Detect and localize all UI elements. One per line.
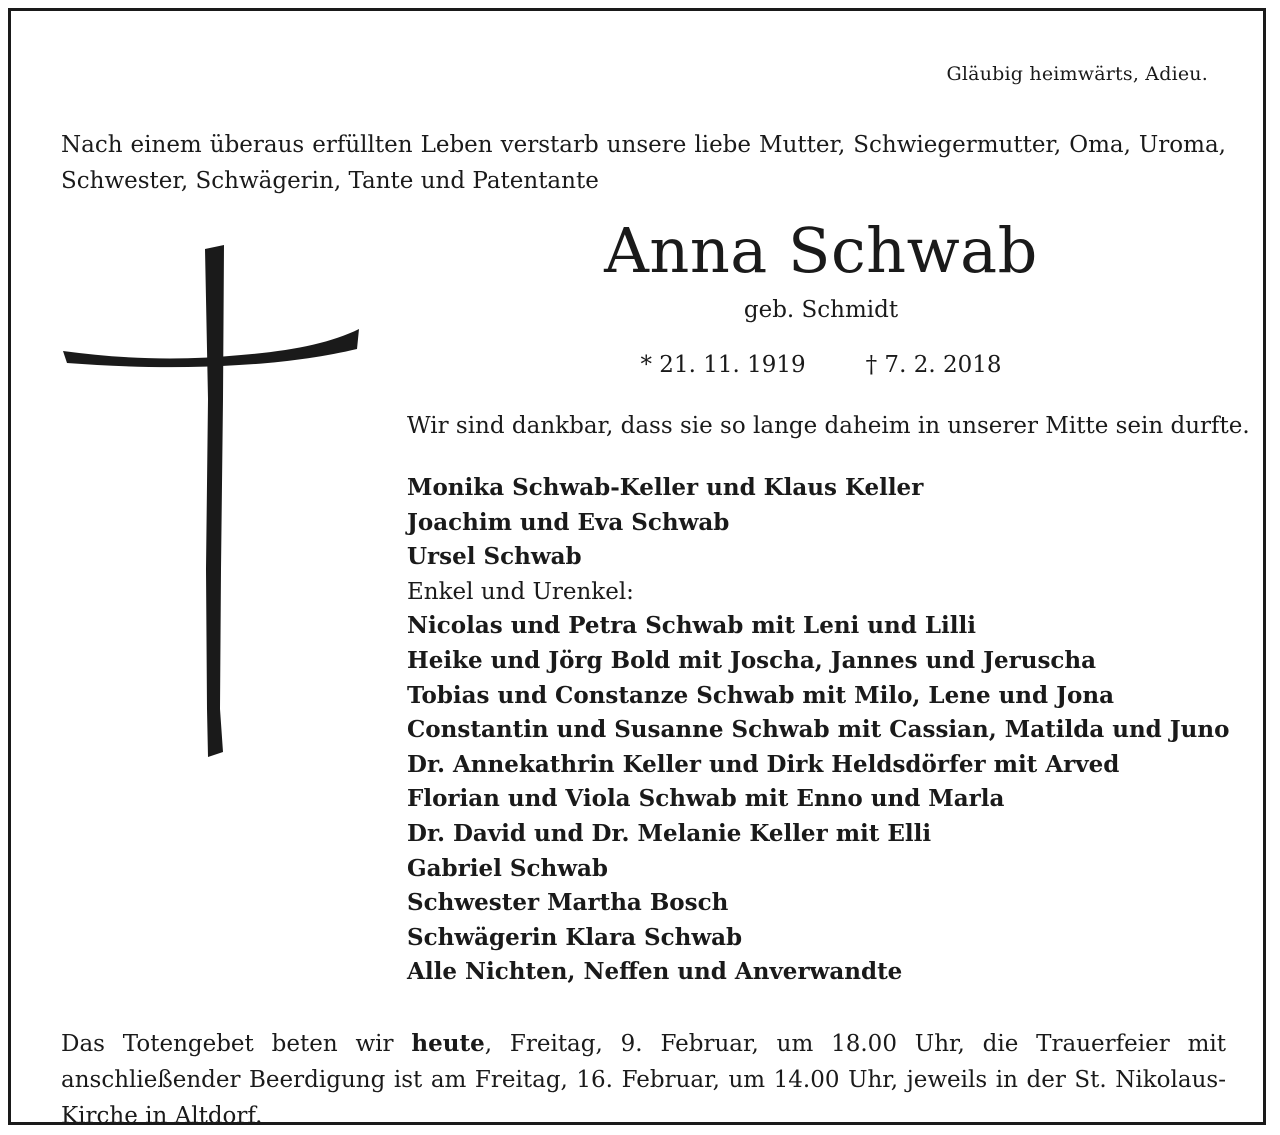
obituary-notice <box>8 8 1266 1129</box>
maiden-name: geb. Schmidt <box>743 297 899 323</box>
intro-text: Nach einem überaus erfüllten Leben verstarb unsere liebe Mutter, Schwiegermutter, Oma, Uroma, Schwester, Schwägerin, Tante und Patentante <box>61 132 1226 194</box>
birth-date: * 21. 11. 1919 <box>640 352 806 378</box>
mourner-item: Ursel Schwab <box>407 543 582 571</box>
service-emphasis: heute <box>411 1030 485 1057</box>
mourner-item: Dr. David und Dr. Melanie Keller mit Elli <box>407 819 932 847</box>
mourners-list <box>407 471 1237 990</box>
mourner-item: Florian und Viola Schwab mit Enno und Marla <box>407 785 1005 813</box>
deceased-name: Anna Schwab <box>604 214 1038 287</box>
mourner-item: Enkel und Urenkel: <box>407 578 634 605</box>
mourner-item: Schwester Martha Bosch <box>407 889 729 917</box>
mourner-item: Alle Nichten, Neffen und Anverwandte <box>407 958 903 986</box>
mourner-item: Constantin und Susanne Schwab mit Cassian, Matilda und Juno <box>407 716 1230 744</box>
mourner-item: Monika Schwab-Keller und Klaus Keller <box>407 474 924 501</box>
service-text-end: , Freitag, 9. Februar, um 18.00 Uhr, die Trauerfeier mit anschließender Beerdigung ist am Freitag, 16. Februar, um 14.00 Uhr, jeweils in der St. Nikolaus-Kirche in Altdorf. <box>61 1031 1226 1129</box>
motto: Gläubig heimwärts, Adieu. <box>946 63 1208 85</box>
mourner-item: Nicolas und Petra Schwab mit Leni und Lilli <box>407 612 976 640</box>
service-text-start: Das Totengebet beten wir <box>61 1031 412 1057</box>
service-info <box>61 1026 1226 1134</box>
mourner-item: Tobias und Constanze Schwab mit Milo, Lene und Jona <box>407 681 1114 709</box>
mourner-item: Schwägerin Klara Schwab <box>407 923 743 951</box>
mourner-item: Heike und Jörg Bold mit Joscha, Jannes und Jeruscha <box>407 646 1097 674</box>
mourner-item: Gabriel Schwab <box>407 854 608 882</box>
mourner-item: Joachim und Eva Schwab <box>407 508 730 536</box>
cross-icon <box>61 239 361 759</box>
gratitude-text: Wir sind dankbar, dass sie so lange daheim in unserer Mitte sein durfte. <box>407 413 1250 439</box>
death-date: † 7. 2. 2018 <box>865 352 1002 378</box>
life-dates <box>571 347 1071 383</box>
mourner-item: Dr. Annekathrin Keller und Dirk Heldsdörfer mit Arved <box>407 750 1120 778</box>
